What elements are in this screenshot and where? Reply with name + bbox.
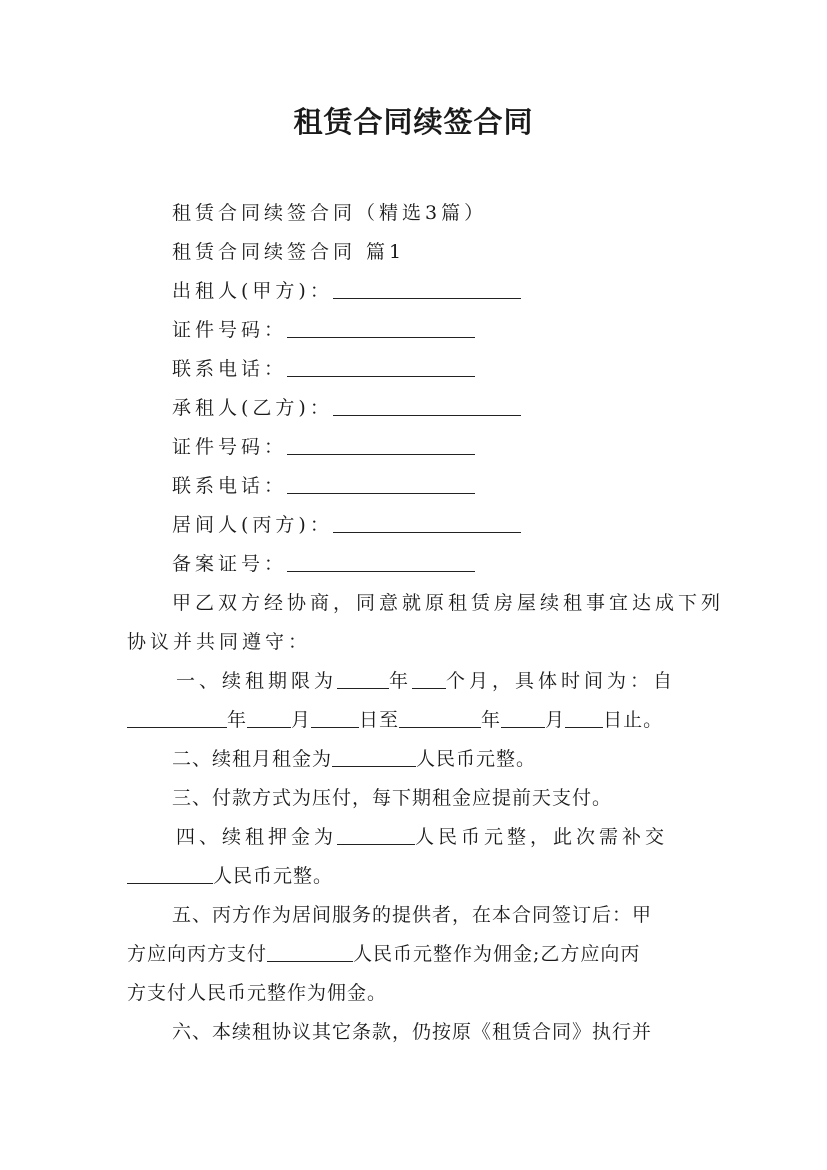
clause-5-text: 方应向丙方支付: [127, 943, 268, 965]
start-month-blank: [247, 709, 291, 728]
clause-5-text-2: 人民币元整作为佣金;乙方应向丙: [353, 943, 641, 965]
record-label: 备案证号：: [172, 553, 288, 575]
clause-4-unit: 人民币元整。: [213, 865, 334, 887]
agent-field: [172, 510, 792, 537]
commission-blank: [267, 943, 353, 962]
lessee-blank: [333, 397, 521, 416]
start-year-blank: [127, 709, 227, 728]
lessor-phone-label: 联系电话：: [172, 358, 288, 380]
lessor-field: [172, 276, 792, 303]
intro-line-1: 甲乙双方经协商，同意就原租赁房屋续租事宜达成下列: [172, 592, 725, 614]
to-text: 日至: [359, 709, 400, 731]
end-year-unit: 年: [481, 709, 502, 731]
lessor-phone-field: [172, 354, 792, 381]
clause-4-text-2: 人民币元整，此次需补交: [415, 826, 669, 848]
years-blank: [337, 670, 389, 689]
clause-5-line-2: [127, 939, 727, 966]
clause-4-text: 四、续租押金为: [176, 826, 338, 848]
start-year-unit: 年: [227, 709, 248, 731]
clause-1-year-unit: 年: [389, 670, 413, 692]
lessee-phone-field: [172, 471, 792, 498]
lessee-id-label: 证件号码：: [172, 436, 288, 458]
record-field: [172, 549, 792, 576]
lessee-field: [172, 393, 792, 420]
start-day-blank: [311, 709, 359, 728]
lessor-phone-blank: [287, 358, 475, 377]
lessee-phone-blank: [287, 475, 475, 494]
lessee-id-field: [172, 432, 792, 459]
months-blank: [412, 670, 446, 689]
clause-2-text: 二、续租月租金为: [172, 748, 333, 770]
clause-1-text-2: 个月，具体时间为：自: [446, 670, 677, 692]
section-heading: 租赁合同续签合同 篇1: [172, 241, 406, 263]
clause-1-text: 一、续租期限为: [176, 670, 338, 692]
end-year-blank: [399, 709, 481, 728]
agent-blank: [333, 514, 521, 533]
clause-4-line-2: [127, 861, 727, 888]
clause-4-line-1: [176, 822, 776, 849]
rent-blank: [332, 748, 416, 767]
lessor-label: 出租人(甲方)：: [172, 280, 333, 302]
clause-2: [172, 744, 792, 771]
lessee-id-blank: [287, 436, 475, 455]
end-day-blank: [565, 709, 603, 728]
lessee-phone-label: 联系电话：: [172, 475, 288, 497]
end-text: 日止。: [603, 709, 664, 731]
clause-1-line-1: [176, 666, 776, 693]
clause-5-line-3: 方支付人民币元整作为佣金。: [127, 982, 388, 1004]
clause-1-line-2: [127, 705, 767, 732]
document-title: 租赁合同续签合同: [293, 105, 534, 139]
clause-6-line-1: 六、本续租协议其它条款，仍按原《租赁合同》执行并: [172, 1021, 653, 1043]
lessor-id-field: [172, 315, 792, 342]
end-month-unit: 月: [545, 709, 566, 731]
deposit-blank: [337, 826, 415, 845]
clause-3: 三、付款方式为压付，每下期租金应提前天支付。: [172, 787, 613, 809]
lessor-blank: [333, 280, 521, 299]
clause-2-unit: 人民币元整。: [416, 748, 537, 770]
lessee-label: 承租人(乙方)：: [172, 397, 333, 419]
supplement-blank: [127, 865, 213, 884]
intro-line-2: 协议并共同遵守：: [127, 631, 312, 653]
start-month-unit: 月: [291, 709, 312, 731]
agent-label: 居间人(丙方)：: [172, 514, 333, 536]
lessor-id-blank: [287, 319, 475, 338]
record-blank: [287, 553, 475, 572]
clause-5-line-1: 五、丙方作为居间服务的提供者，在本合同签订后：甲: [172, 904, 653, 926]
document-subtitle: 租赁合同续签合同（精选3篇）: [172, 202, 488, 224]
end-month-blank: [501, 709, 545, 728]
lessor-id-label: 证件号码：: [172, 319, 288, 341]
